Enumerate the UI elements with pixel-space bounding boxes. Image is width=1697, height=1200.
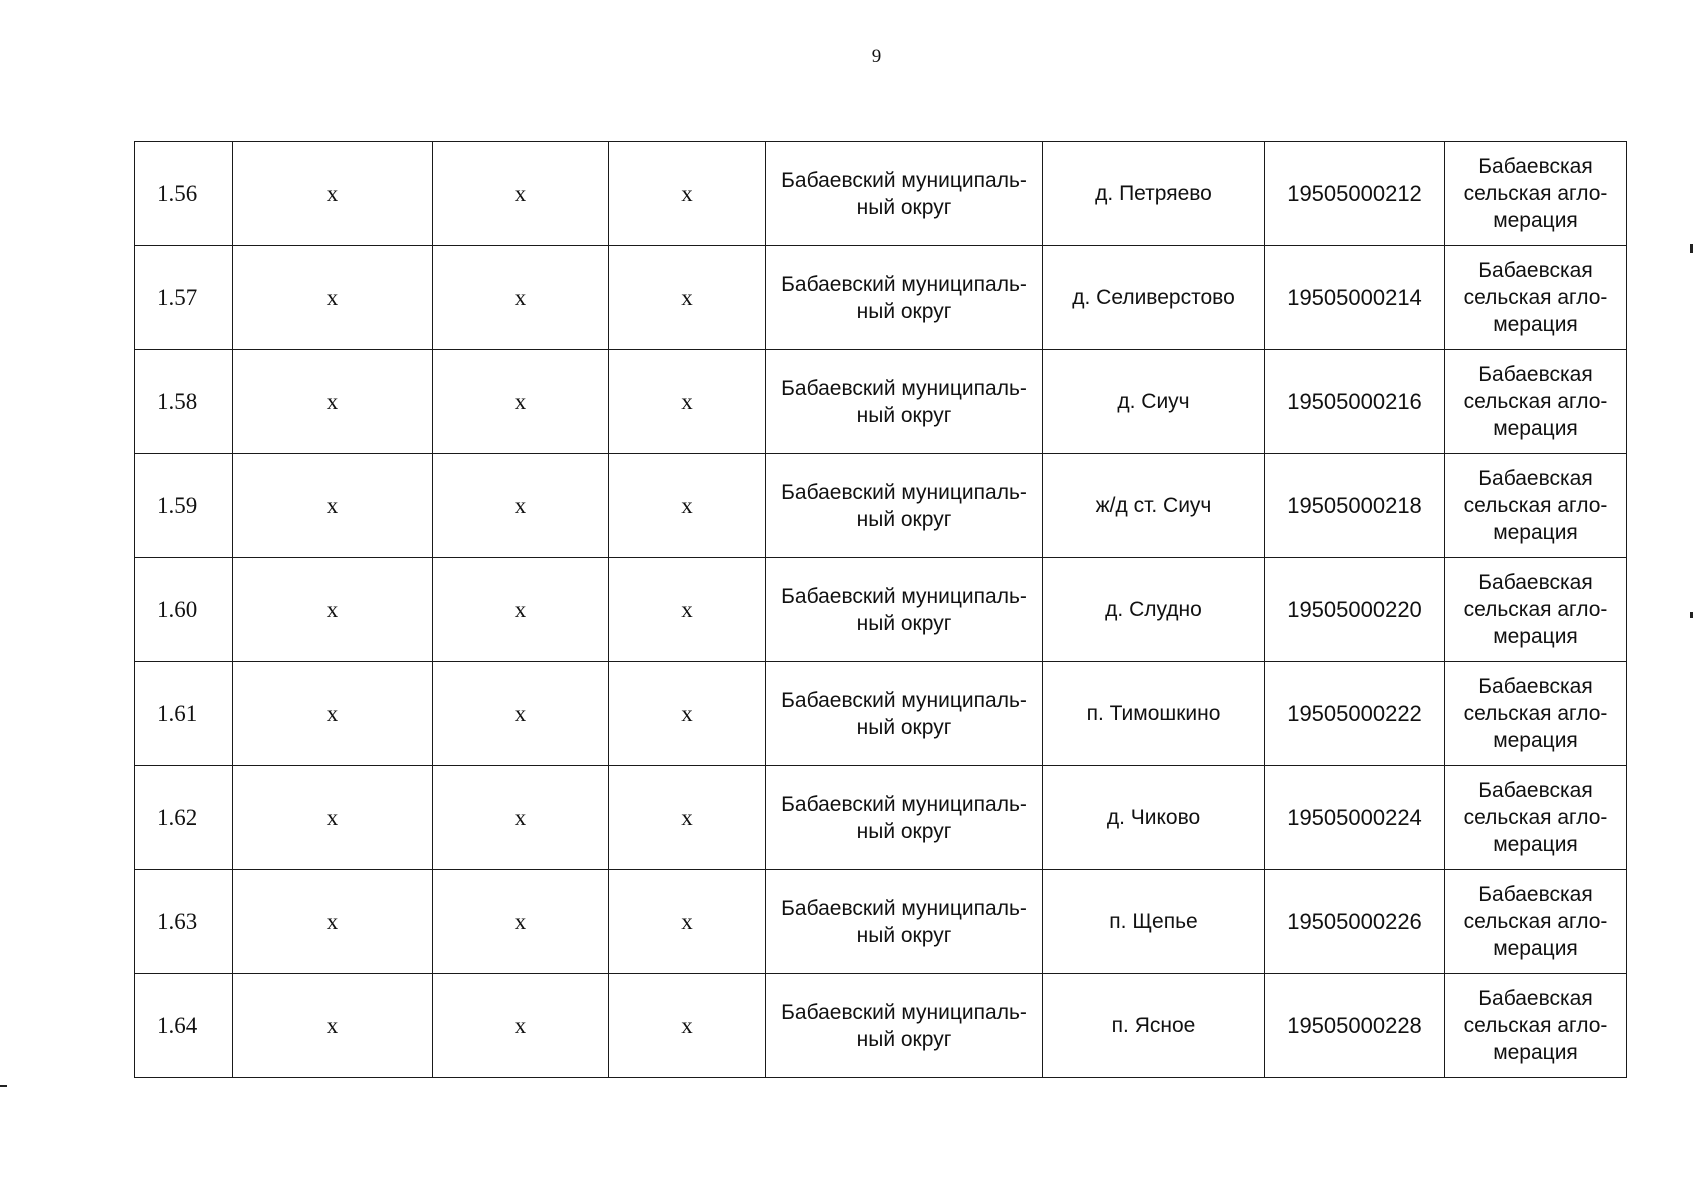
district-cell: Бабаевский муниципаль-ный округ — [766, 870, 1043, 974]
x-cell: x — [609, 246, 766, 350]
oktmo-code-cell: 19505000220 — [1265, 558, 1445, 662]
table-row — [135, 558, 1627, 662]
agglomeration-cell: Бабаевская сельская агло-мерация — [1445, 246, 1627, 350]
x-cell: x — [233, 662, 433, 766]
x-cell: x — [609, 558, 766, 662]
row-number-cell: 1.63 — [135, 870, 233, 974]
row-number-cell: 1.60 — [135, 558, 233, 662]
x-cell: x — [609, 974, 766, 1078]
margin-mark — [0, 1085, 7, 1087]
x-cell: x — [233, 246, 433, 350]
row-number-cell: 1.56 — [135, 142, 233, 246]
oktmo-code-cell: 19505000224 — [1265, 766, 1445, 870]
settlement-cell: д. Чиково — [1043, 766, 1265, 870]
table-row — [135, 662, 1627, 766]
district-cell: Бабаевский муниципаль-ный округ — [766, 350, 1043, 454]
district-cell: Бабаевский муниципаль-ный округ — [766, 662, 1043, 766]
x-cell: x — [433, 662, 609, 766]
oktmo-code-cell: 19505000222 — [1265, 662, 1445, 766]
table-body — [135, 142, 1627, 1078]
settlement-cell: п. Ясное — [1043, 974, 1265, 1078]
settlement-cell: ж/д ст. Сиуч — [1043, 454, 1265, 558]
row-number-cell: 1.58 — [135, 350, 233, 454]
x-cell: x — [433, 454, 609, 558]
district-cell: Бабаевский муниципаль-ный округ — [766, 454, 1043, 558]
x-cell: x — [233, 766, 433, 870]
oktmo-code-cell: 19505000218 — [1265, 454, 1445, 558]
x-cell: x — [609, 350, 766, 454]
x-cell: x — [433, 350, 609, 454]
x-cell: x — [433, 766, 609, 870]
table-row — [135, 350, 1627, 454]
oktmo-code-cell: 19505000216 — [1265, 350, 1445, 454]
table-row — [135, 246, 1627, 350]
row-number-cell: 1.64 — [135, 974, 233, 1078]
margin-mark — [1690, 612, 1693, 618]
oktmo-code-cell: 19505000212 — [1265, 142, 1445, 246]
agglomeration-cell: Бабаевская сельская агло-мерация — [1445, 454, 1627, 558]
settlement-cell: д. Петряево — [1043, 142, 1265, 246]
agglomeration-cell: Бабаевская сельская агло-мерация — [1445, 558, 1627, 662]
settlement-cell: п. Тимошкино — [1043, 662, 1265, 766]
table-row — [135, 142, 1627, 246]
agglomeration-cell: Бабаевская сельская агло-мерация — [1445, 974, 1627, 1078]
agglomeration-cell: Бабаевская сельская агло-мерация — [1445, 766, 1627, 870]
district-cell: Бабаевский муниципаль-ный округ — [766, 246, 1043, 350]
table-row — [135, 870, 1627, 974]
oktmo-code-cell: 19505000228 — [1265, 974, 1445, 1078]
row-number-cell: 1.57 — [135, 246, 233, 350]
x-cell: x — [233, 558, 433, 662]
settlement-cell: д. Слудно — [1043, 558, 1265, 662]
x-cell: x — [433, 246, 609, 350]
district-cell: Бабаевский муниципаль-ный округ — [766, 766, 1043, 870]
page-number: 9 — [871, 46, 882, 67]
x-cell: x — [609, 870, 766, 974]
x-cell: x — [233, 870, 433, 974]
x-cell: x — [233, 974, 433, 1078]
x-cell: x — [433, 870, 609, 974]
x-cell: x — [609, 454, 766, 558]
x-cell: x — [233, 142, 433, 246]
agglomeration-cell: Бабаевская сельская агло-мерация — [1445, 142, 1627, 246]
x-cell: x — [233, 454, 433, 558]
margin-mark — [1690, 244, 1693, 253]
settlement-cell: д. Сиуч — [1043, 350, 1265, 454]
row-number-cell: 1.62 — [135, 766, 233, 870]
row-number-cell: 1.59 — [135, 454, 233, 558]
agglomeration-cell: Бабаевская сельская агло-мерация — [1445, 870, 1627, 974]
x-cell: x — [609, 662, 766, 766]
x-cell: x — [433, 974, 609, 1078]
settlements-table — [134, 141, 1627, 1078]
agglomeration-cell: Бабаевская сельская агло-мерация — [1445, 350, 1627, 454]
district-cell: Бабаевский муниципаль-ный округ — [766, 558, 1043, 662]
x-cell: x — [609, 766, 766, 870]
table-row — [135, 454, 1627, 558]
table-row — [135, 766, 1627, 870]
district-cell: Бабаевский муниципаль-ный округ — [766, 974, 1043, 1078]
oktmo-code-cell: 19505000214 — [1265, 246, 1445, 350]
x-cell: x — [433, 142, 609, 246]
row-number-cell: 1.61 — [135, 662, 233, 766]
settlement-cell: п. Щепье — [1043, 870, 1265, 974]
settlement-cell: д. Селиверстово — [1043, 246, 1265, 350]
oktmo-code-cell: 19505000226 — [1265, 870, 1445, 974]
x-cell: x — [609, 142, 766, 246]
x-cell: x — [233, 350, 433, 454]
agglomeration-cell: Бабаевская сельская агло-мерация — [1445, 662, 1627, 766]
district-cell: Бабаевский муниципаль-ный округ — [766, 142, 1043, 246]
table-row — [135, 974, 1627, 1078]
x-cell: x — [433, 558, 609, 662]
